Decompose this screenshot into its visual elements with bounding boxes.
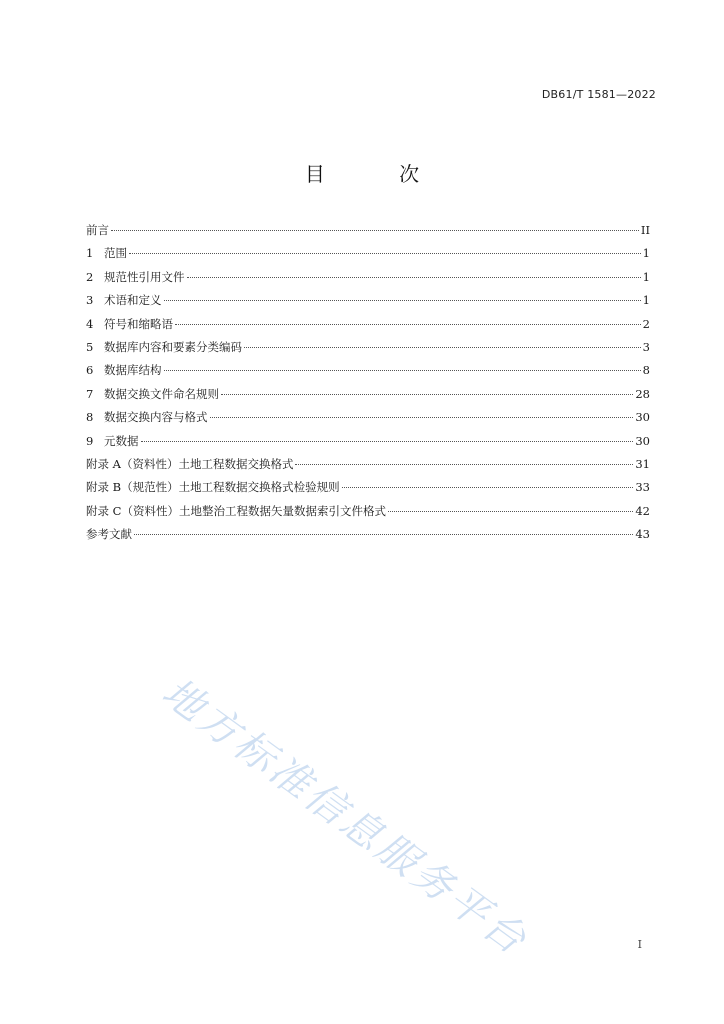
- toc-entry-title: 附录 C（资料性）土地整治工程数据矢量数据索引文件格式: [86, 503, 386, 518]
- toc-entry[interactable]: [86, 500, 650, 523]
- toc-entry[interactable]: [86, 523, 650, 546]
- document-code: DB61/T 1581—2022: [541, 88, 656, 101]
- toc-entry[interactable]: [86, 289, 650, 312]
- dot-leader: [295, 464, 633, 465]
- toc-entry[interactable]: [86, 266, 650, 289]
- toc-entry[interactable]: [86, 406, 650, 429]
- toc-entry-page: 31: [635, 456, 650, 471]
- toc-entry-number: 5: [86, 339, 94, 354]
- toc-entry-number: 2: [86, 269, 94, 284]
- toc-entry-title: 规范性引用文件: [104, 269, 185, 284]
- toc-entry-page: 43: [635, 527, 650, 542]
- toc-entry-title: 参考文献: [86, 527, 132, 542]
- toc-entry-title: 附录 A（资料性）土地工程数据交换格式: [86, 456, 294, 471]
- toc-entry-title: 符号和缩略语: [104, 316, 173, 331]
- toc-entry-title: 数据库内容和要素分类编码: [104, 339, 242, 354]
- toc-entry-label: [86, 219, 109, 242]
- toc-entry[interactable]: [86, 359, 650, 382]
- toc-entry-title: 附录 B（规范性）土地工程数据交换格式检验规则: [86, 480, 340, 495]
- dot-leader: [134, 534, 633, 535]
- dot-leader: [129, 253, 641, 254]
- page-number: I: [637, 938, 642, 951]
- dot-leader: [111, 230, 639, 231]
- toc-entry-number: 9: [86, 433, 94, 448]
- watermark: 地方标准信息服务平台: [153, 669, 537, 966]
- toc-entry[interactable]: [86, 430, 650, 453]
- toc-entry-number: 8: [86, 410, 94, 425]
- toc-entry-label: [86, 313, 173, 336]
- toc-entry-page: 28: [635, 386, 650, 401]
- dot-leader: [342, 487, 634, 488]
- toc-entry-label: [86, 289, 162, 312]
- toc-entry-label: [86, 476, 340, 499]
- toc-entry-label: [86, 242, 127, 265]
- toc-entry-title: 数据库结构: [104, 363, 162, 378]
- toc-entry[interactable]: [86, 313, 650, 336]
- dot-leader: [388, 511, 633, 512]
- toc-entry[interactable]: [86, 242, 650, 265]
- toc-entry-page: 2: [642, 316, 650, 331]
- toc-entry-number: 6: [86, 363, 94, 378]
- dot-leader: [210, 417, 634, 418]
- dot-leader: [164, 300, 641, 301]
- toc-entry-label: [86, 406, 208, 429]
- toc-entry-title: 前言: [86, 223, 109, 237]
- toc-entry-title: 元数据: [104, 433, 139, 448]
- toc-entry-title: 术语和定义: [104, 293, 162, 308]
- toc-entry-page: 42: [635, 503, 650, 518]
- toc-entry-label: [86, 430, 139, 453]
- toc-entry-number: 4: [86, 316, 94, 331]
- page-title: 目 次: [304, 162, 454, 186]
- toc-entry-page: II: [640, 223, 650, 237]
- table-of-contents: [86, 219, 650, 546]
- toc-entry-number: 1: [86, 246, 94, 261]
- toc-entry[interactable]: [86, 219, 650, 242]
- dot-leader: [175, 324, 641, 325]
- toc-entry-number: 3: [86, 293, 94, 308]
- toc-entry-page: 1: [642, 246, 650, 261]
- toc-entry-title: 数据交换内容与格式: [104, 410, 208, 425]
- toc-entry[interactable]: [86, 383, 650, 406]
- toc-entry-page: 1: [642, 293, 650, 308]
- toc-entry-title: 数据交换文件命名规则: [104, 386, 219, 401]
- toc-entry-label: [86, 359, 162, 382]
- toc-entry-page: 1: [642, 269, 650, 284]
- toc-entry-title: 范围: [104, 246, 127, 261]
- toc-entry[interactable]: [86, 476, 650, 499]
- toc-entry[interactable]: [86, 453, 650, 476]
- toc-entry-page: 3: [642, 339, 650, 354]
- toc-entry-label: [86, 453, 293, 476]
- dot-leader: [244, 347, 641, 348]
- toc-entry-label: [86, 523, 132, 546]
- toc-entry-page: 8: [642, 363, 650, 378]
- toc-entry-label: [86, 266, 185, 289]
- toc-entry-page: 30: [635, 410, 650, 425]
- dot-leader: [164, 370, 641, 371]
- dot-leader: [187, 277, 641, 278]
- toc-entry-page: 30: [635, 433, 650, 448]
- toc-entry[interactable]: [86, 336, 650, 359]
- toc-entry-label: [86, 383, 219, 406]
- toc-entry-number: 7: [86, 386, 94, 401]
- dot-leader: [221, 394, 633, 395]
- toc-entry-label: [86, 500, 386, 523]
- dot-leader: [141, 441, 634, 442]
- toc-entry-label: [86, 336, 242, 359]
- toc-entry-page: 33: [635, 480, 650, 495]
